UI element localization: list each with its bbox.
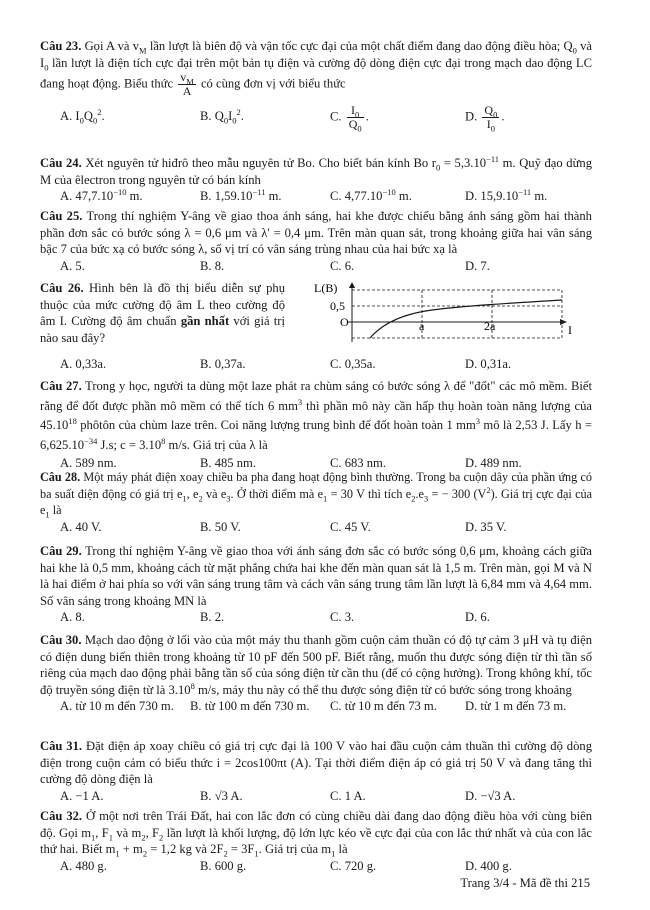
option-d[interactable]: D. $\frac{Q_0}{I_0}$ .	[465, 103, 505, 134]
x-tick-label: 2a	[484, 319, 496, 333]
option-b[interactable]: B. từ 100 m đến 730 m.	[190, 699, 310, 714]
question-31	[40, 738, 592, 805]
origin-label: O	[340, 315, 349, 329]
question-27-text: Câu 27. Trong y học, người ta dùng một laze phát ra chùm sáng có bước sóng λ để "đốt" các mô mềm. Biết rằng để đốt được phần mô mềm có thể tích 6 $mm^3$ thì phần mô này cần hấp thụ hoàn toàn năng lượng của 45.10$^{18}$ phôtôn của chùm laze trên. Coi năng lượng trung bình để đốt hoàn toàn 1 $mm^3$ mô là 2,53 J. Lấy $h = 6,625.10^{-34}$ J.s; $c = 3.10^8$ m/s. Giá trị của λ là	[40, 379, 592, 452]
option-a[interactable]: A. −1 A.	[60, 788, 104, 803]
option-b[interactable]: B. 2.	[200, 610, 225, 625]
question-26-text: Câu 26. Hình bên là đồ thị biểu diễn sự phụ thuộc của mức cường độ âm L theo cường độ âm I. Cường độ âm chuẩn gần nhất với giá trị nào sau đây?	[40, 281, 285, 345]
option-c[interactable]: C. 683 nm.	[330, 456, 386, 470]
question-24-options	[40, 188, 592, 205]
option-a[interactable]: A. 480 g.	[60, 858, 107, 873]
option-d[interactable]: D. 400 g.	[465, 858, 512, 873]
option-c[interactable]: C. 3.	[330, 610, 355, 625]
option-b[interactable]: B. √3 A.	[200, 788, 243, 803]
option-c[interactable]: C. $4,77.10^{-10}$ m.	[330, 187, 412, 204]
question-24-text: Câu 24. Xét nguyên tử hiđrô theo mẫu nguyên tử Bo. Cho biết bán kính Bo $r_0 = 5,3.10^{-11}$ m. Quỹ đạo dừng M của êlectron trong nguyên tử có bán kính	[40, 153, 592, 187]
fraction-vm-over-a: $\frac{v_M}{A}$	[180, 70, 194, 99]
question-31-options	[40, 788, 592, 805]
option-a[interactable]: A. 0,33a.	[60, 357, 107, 372]
option-c[interactable]: C. 6.	[330, 258, 355, 273]
x-axis-label: I	[568, 323, 572, 337]
question-26-options	[40, 356, 592, 373]
question-23-text: Câu 23. Gọi A và $v_M$ lần lượt là biên độ và vận tốc cực đại của một chất điểm đang dao động điều hòa; $Q_0$ và $I_0$ lần lượt là điện tích cực đại trên một bản tụ điện và cường độ dòng điện cực đại trong mạch dao động LC đang hoạt động. Biểu thức $\frac{v_M}{A}$ có cùng đơn vị với biểu thức	[40, 39, 592, 99]
question-25-text: Câu 25. Trong thí nghiệm Y-âng về giao thoa ánh sáng, hai khe được chiếu bằng ánh sáng gồm hai thành phần đơn sắc có bước sóng λ = 0,6 μm và λ' = 0,4 μm. Trên màn quan sát, trong khoảng giữa hai vân sáng bậc 7 của bức xạ có bước sóng λ, số vị trí có vân sáng trùng nhau của hai bức xạ là	[40, 209, 592, 257]
option-a[interactable]: A. 40 V.	[60, 519, 102, 534]
question-32	[40, 808, 592, 875]
question-29	[40, 543, 592, 626]
option-c[interactable]: C. 720 g.	[330, 858, 377, 873]
option-d[interactable]: D. $15,9.10^{-11}$ m.	[465, 187, 548, 204]
option-a[interactable]: A. 589 nm.	[60, 456, 117, 470]
question-29-options	[40, 609, 592, 626]
option-b[interactable]: B. 50 V.	[200, 519, 241, 534]
question-27	[40, 377, 592, 472]
page-footer: Trang 3/4 - Mã đề thi 215	[460, 876, 590, 890]
y-tick-label: 0,5	[330, 299, 345, 313]
option-c[interactable]: C. từ 10 m đến 73 m.	[330, 699, 437, 714]
option-b[interactable]: B. 8.	[200, 258, 225, 273]
question-30-options	[40, 698, 592, 715]
option-b[interactable]: B. 0,37a.	[200, 357, 246, 372]
option-c[interactable]: C. 1 A.	[330, 788, 366, 803]
question-32-options	[40, 858, 592, 875]
option-b[interactable]: B. $1,59.10^{-11}$ m.	[200, 187, 282, 204]
option-d[interactable]: D. 35 V.	[465, 519, 507, 534]
option-b[interactable]: B. 485 nm.	[200, 456, 256, 470]
question-28	[40, 469, 592, 536]
question-28-text: Câu 28. Một máy phát điện xoay chiều ba pha đang hoạt động bình thường. Trong ba cuộn dây của phần ứng có ba suất điện động có giá trị $e_1$, $e_2$ và $e_3$. Ở thời điểm mà $e_1 = 30$ V thì tích $e_2.e_3$ = − 300 $(V^2)$. Giá trị cực đại của $e_1$ là	[40, 470, 593, 520]
question-31-text: Câu 31. Đặt điện áp xoay chiều có giá trị cực đại là 100 V vào hai đầu cuộn cảm thuần thì cường độ dòng điện trong cuộn cảm có biểu thức i = 2cos100πt (A). Tại thời điểm điện áp có giá trị 50 V và đang tăng thì cường độ dòng điện là	[40, 739, 592, 787]
question-29-text: Câu 29. Trong thí nghiệm Y-âng về giao thoa với ánh sáng đơn sắc có bước sóng 0,6 μm, khoảng cách giữa hai khe là 0,5 mm, khoảng cách từ mặt phẳng chứa hai khe đến màn quan sát là 1,5 m. Trên màn, gọi M và N là hai điểm ở hai phía so với vân sáng trung tâm và cách vân sáng trung tâm lần lượt là 6,84 mm và 4,64 mm. Số vân sáng trong khoảng MN là	[40, 544, 592, 608]
question-28-options	[40, 519, 592, 536]
option-a[interactable]: A. $47,7.10^{-10}$ m.	[60, 187, 143, 204]
option-d[interactable]: D. 489 nm.	[465, 456, 522, 470]
x-axis-arrow	[560, 319, 567, 325]
option-d[interactable]: D. −√3 A.	[465, 788, 516, 803]
option-d[interactable]: D. 0,31a.	[465, 357, 512, 372]
option-a[interactable]: A. từ 10 m đến 730 m.	[60, 699, 174, 714]
option-b[interactable]: B. $Q_0I_0^2$.	[200, 107, 244, 126]
question-24	[40, 155, 592, 205]
option-d[interactable]: D. từ 1 m đến 73 m.	[465, 699, 567, 714]
option-a[interactable]: A. $I_0Q_0^2$.	[60, 107, 105, 126]
option-c[interactable]: C. 0,35a.	[330, 357, 376, 372]
y-axis-label: L(B)	[314, 282, 338, 295]
option-c[interactable]: C. 45 V.	[330, 519, 371, 534]
question-32-text: Câu 32. Ở một nơi trên Trái Đất, hai con lắc đơn có cùng chiều dài đang dao động điều hòa với cùng biên độ. Gọi $m_1$, $F_1$ và $m_2$, $F_2$ lần lượt là khối lượng, độ lớn lực kéo về cực đại của con lắc thứ nhất và của con lắc thứ hai. Biết $m_1 + m_2 = 1,2$ kg và $2F_2 = 3F_1$. Giá trị của $m_1$ là	[40, 809, 593, 859]
sound-level-graph	[292, 282, 582, 344]
question-23-options	[40, 103, 592, 134]
question-30-text: Câu 30. Mạch dao động ở lối vào của một máy thu thanh gồm cuộn cảm thuần có độ tự cảm 3 μH và tụ điện có điện dung biến thiên trong khoảng từ 10 pF đến 500 pF. Biết rằng, muốn thu được sóng điện từ thì tần số riêng của mạch dao động phải bằng tần số của sóng điện từ cần thu (để có cộng hưởng). Trong không khí, tốc độ truyền sóng điện từ là 3.10$^8$ m/s, máy thu này có thể thu được sóng điện từ có bước sóng trong khoảng	[40, 633, 592, 697]
option-b[interactable]: B. 600 g.	[200, 858, 247, 873]
question-25-options	[40, 258, 592, 275]
option-c[interactable]: C. $\frac{I_0}{Q_0}$ .	[330, 103, 369, 134]
x-tick-label: a	[419, 319, 425, 333]
option-a[interactable]: A. 8.	[60, 610, 85, 625]
question-25	[40, 208, 592, 275]
option-d[interactable]: D. 7.	[465, 258, 490, 273]
question-30	[40, 632, 592, 715]
option-a[interactable]: A. 5.	[60, 258, 85, 273]
question-23	[40, 38, 592, 134]
y-axis-arrow	[349, 282, 355, 288]
option-d[interactable]: D. 6.	[465, 610, 490, 625]
